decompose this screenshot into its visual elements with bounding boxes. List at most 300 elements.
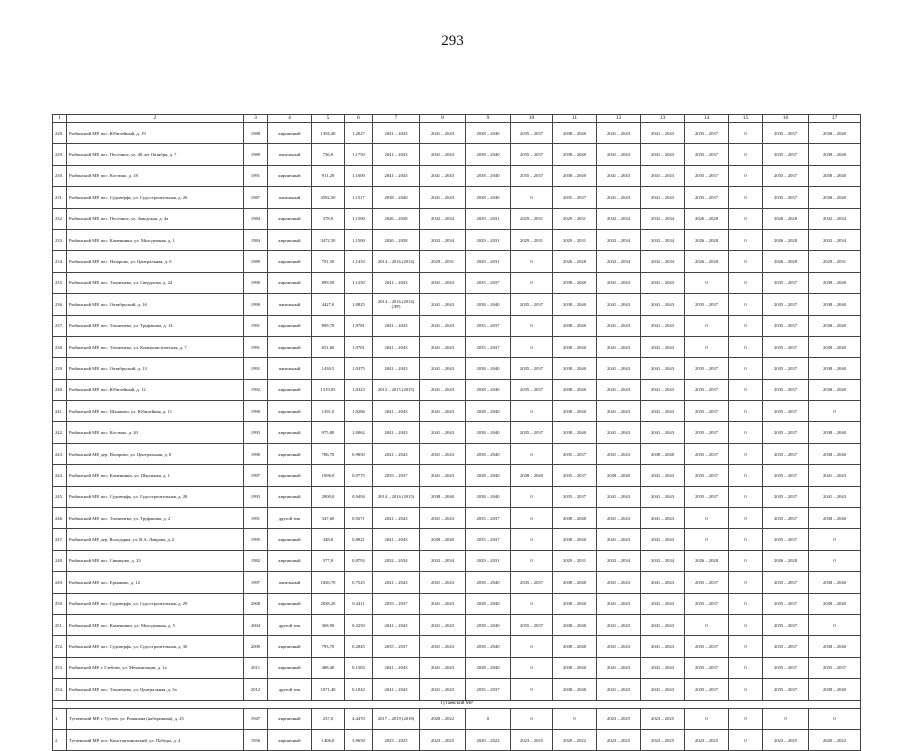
table-cell: 2041 – 2043 [641, 294, 685, 315]
table-cell: 0 [729, 208, 763, 229]
table-cell: 253. [53, 657, 67, 678]
table-cell: 2038 – 2040 [466, 636, 511, 657]
table-cell: 4427,0 [312, 294, 345, 315]
table-cell: 2035 – 2037 [763, 422, 809, 443]
table-cell: 0 [729, 251, 763, 272]
table-cell: 2038 – 2040 [641, 443, 685, 464]
table-cell: 3,9650 [345, 729, 373, 750]
table-cell: 2035 – 2037 [553, 465, 597, 486]
table-cell: 2011 [244, 657, 268, 678]
table-cell: 2041 – 2043 [641, 508, 685, 529]
table-cell: 2014 – 2016 (2014) (ЛР) [373, 294, 420, 315]
table-cell: 0,9494 [345, 486, 373, 507]
table-cell: 2026 – 2028 [685, 208, 729, 229]
table-cell: 2035 – 2037 [685, 465, 729, 486]
table-cell: 1990 [244, 294, 268, 315]
header-cell: 13 [641, 115, 685, 123]
address-cell: Рыбинский МР, пос. Тихменево, ул. Свердлова, д. 24 [67, 272, 244, 293]
table-cell: 2032 – 2034 [597, 550, 641, 571]
table-cell: 0 [511, 550, 553, 571]
table-row [53, 187, 861, 208]
address-cell: Рыбинский МР, пос. Судоверфь, ул. Судостроительная, д. 29 [67, 593, 244, 614]
table-cell: 2023 – 2025 [641, 708, 685, 729]
table-cell: кирпичный [268, 529, 312, 550]
table-cell: 234. [53, 251, 67, 272]
table-cell: 2035 – 2037 [466, 272, 511, 293]
table-cell: 0 [511, 401, 553, 422]
table-cell: 2041 – 2043 [420, 315, 466, 336]
table-row [53, 443, 861, 464]
table-cell: 237. [53, 315, 67, 336]
table-cell: 2032 – 2034 [809, 229, 861, 250]
table-row [53, 465, 861, 486]
table-cell: 3472,50 [312, 229, 345, 250]
table-cell: 1997 [244, 465, 268, 486]
table-cell: 1071,40 [312, 679, 345, 700]
table-cell: 1992 [244, 379, 268, 400]
table-cell: 237,0 [312, 708, 345, 729]
table-cell: 2035 – 2037 [511, 422, 553, 443]
table-cell: 2038 – 2040 [553, 529, 597, 550]
header-cell: 5 [312, 115, 345, 123]
table-cell: кирпичный [268, 443, 312, 464]
table-cell: 2038 – 2040 [420, 486, 466, 507]
table-cell: 2041 – 2043 [373, 315, 420, 336]
table-cell: 2035 – 2037 [763, 679, 809, 700]
table-cell: 243. [53, 443, 67, 464]
table-cell: 2009 [244, 636, 268, 657]
table-cell: 2041 – 2043 [809, 486, 861, 507]
table-cell: 2026 – 2028 [763, 251, 809, 272]
table-cell: 1,1600 [345, 165, 373, 186]
table-cell: 2041 – 2043 [373, 401, 420, 422]
table-row [53, 508, 861, 529]
table-cell: 2035 – 2037 [763, 123, 809, 144]
table-cell: 1319,05 [312, 379, 345, 400]
table-cell: 2035 – 2037 [685, 165, 729, 186]
table-cell: 2041 – 2043 [373, 508, 420, 529]
table-cell: 2041 – 2043 [420, 187, 466, 208]
table-cell: 577,0 [312, 550, 345, 571]
table-cell: 2038 – 2040 [466, 657, 511, 678]
table-cell: 2035 – 2037 [685, 123, 729, 144]
table-cell: другой тип [268, 508, 312, 529]
table-cell: 1991 [244, 508, 268, 529]
address-cell: Рыбинский МР, пос. Песочное, ул. 40 лет Октября, д. 7 [67, 144, 244, 165]
table-cell: 2041 – 2043 [597, 401, 641, 422]
table-cell: 0 [729, 550, 763, 571]
table-cell: 2038 – 2040 [553, 336, 597, 357]
table-cell: 2032 – 2034 [597, 229, 641, 250]
table-cell: 229. [53, 144, 67, 165]
address-cell: Рыбинский МР, пос. Тихменево, ул. Коммунистическая, д. 7 [67, 336, 244, 357]
table-cell: 1,1250 [345, 272, 373, 293]
table-cell: 2035 – 2037 [809, 657, 861, 678]
table-cell: 2041 – 2043 [373, 679, 420, 700]
table-cell: 2038 – 2040 [553, 358, 597, 379]
table-cell: 2026 – 2028 [685, 550, 729, 571]
table-cell: 2038 – 2040 [553, 636, 597, 657]
table-cell: 1993 [244, 486, 268, 507]
table-cell: 0 [729, 657, 763, 678]
table-cell: 1989 [244, 251, 268, 272]
address-cell: Рыбинский МР, пос. Каменники, ул. Школьная, д. 1 [67, 465, 244, 486]
table-cell: 2041 – 2043 [641, 401, 685, 422]
address-cell: Рыбинский МР, пос. Костино, д. 20 [67, 422, 244, 443]
table-cell: 2038 – 2040 [809, 572, 861, 593]
table-cell: 1990 [244, 401, 268, 422]
table-cell: 0 [511, 272, 553, 293]
table-cell: 2035 – 2037 [763, 486, 809, 507]
table-cell: 651,60 [312, 336, 345, 357]
table-cell: 368,90 [312, 614, 345, 635]
table-cell: 2041 – 2043 [373, 443, 420, 464]
table-cell: 2035 – 2037 [511, 144, 553, 165]
table-cell: 2038 – 2040 [809, 422, 861, 443]
header-cell: 10 [511, 115, 553, 123]
table-cell: 2032 – 2034 [420, 550, 466, 571]
address-cell: Рыбинский МР, пос. Юбилейный, д. 19 [67, 123, 244, 144]
table-cell: 1,0825 [345, 294, 373, 315]
table-cell: 2035 – 2037 [466, 508, 511, 529]
address-cell: Рыбинский МР, дер. Володарка, ул. В.А. Лаврова, д. 2 [67, 529, 244, 550]
table-cell: кирпичный [268, 229, 312, 250]
table-cell: 2041 – 2043 [373, 144, 420, 165]
table-cell: 2035 – 2037 [763, 165, 809, 186]
table-cell: 242. [53, 422, 67, 443]
table-cell: 2038 – 2040 [809, 508, 861, 529]
table-cell: 0 [729, 401, 763, 422]
table-cell: кирпичный [268, 401, 312, 422]
table-cell: 0 [511, 251, 553, 272]
table-cell: 0 [685, 614, 729, 635]
table-cell: 1096,0 [312, 465, 345, 486]
table-cell: 2032 – 2034 [641, 550, 685, 571]
table-cell: 2029 – 2031 [466, 251, 511, 272]
table-cell: 0 [729, 272, 763, 293]
table-cell: 2038 – 2040 [466, 572, 511, 593]
table-cell: 2026 – 2028 [763, 550, 809, 571]
table-cell: 2026 – 2028 [685, 251, 729, 272]
table-cell: 0 [685, 336, 729, 357]
table-cell: 2012 [244, 679, 268, 700]
table-cell: 2041 – 2043 [641, 614, 685, 635]
table-cell: 0 [809, 550, 861, 571]
table-cell: 2035 – 2037 [685, 401, 729, 422]
table-cell: 2041 – 2043 [420, 358, 466, 379]
table-cell: 2041 – 2043 [373, 614, 420, 635]
table-cell: 1947 [244, 708, 268, 729]
table-cell: 2023 – 2025 [373, 729, 420, 750]
table-cell: 2041 – 2043 [641, 272, 685, 293]
table-cell: 2020 – 2022 [809, 729, 861, 750]
table-cell: 2035 – 2037 [763, 358, 809, 379]
table-cell: 2038 – 2040 [466, 358, 511, 379]
table-cell: 0 [511, 315, 553, 336]
table-cell: кирпичный [268, 315, 312, 336]
table-cell: кирпичный [268, 251, 312, 272]
table-cell: 2041 – 2043 [641, 572, 685, 593]
table-cell: 2038 – 2040 [466, 465, 511, 486]
table-row [53, 401, 861, 422]
table-cell: 488,40 [312, 657, 345, 678]
header-cell: 2 [67, 115, 244, 123]
table-cell: 2041 – 2043 [597, 508, 641, 529]
table-cell: кирпичный [268, 165, 312, 186]
table-cell: 2035 – 2037 [373, 636, 420, 657]
table-cell: 1. [53, 708, 67, 729]
address-cell: Рыбинский МР, пос. Костино, д. 18 [67, 165, 244, 186]
address-cell: Рыбинский МР, пос. Тихменево, ул. Центральная, д. 3а [67, 679, 244, 700]
table-cell: 2035 – 2037 [763, 401, 809, 422]
table-cell: 2038 – 2040 [597, 465, 641, 486]
table-cell: 2041 – 2043 [641, 379, 685, 400]
table-cell: 2800,0 [312, 486, 345, 507]
table-cell: 0 [729, 614, 763, 635]
table-cell: 2032 – 2034 [420, 208, 466, 229]
table-cell: 2041 – 2043 [373, 572, 420, 593]
header-cell: 16 [763, 115, 809, 123]
table-cell: 2038 – 2040 [466, 187, 511, 208]
table-cell: 2041 – 2043 [420, 336, 466, 357]
table-cell: 0 [685, 529, 729, 550]
page-number: 293 [441, 33, 464, 49]
table-row [53, 315, 861, 336]
table-cell: 2029 – 2031 [511, 229, 553, 250]
table-cell: 230. [53, 165, 67, 186]
table-cell: 231. [53, 187, 67, 208]
table-cell: 2035 – 2037 [763, 465, 809, 486]
table-cell: 2038 – 2040 [553, 657, 597, 678]
table-cell: 1,1433 [345, 251, 373, 272]
table-cell: 2035 – 2037 [763, 144, 809, 165]
table-cell: 2041 – 2043 [641, 123, 685, 144]
table-cell: 2035 – 2037 [763, 593, 809, 614]
table-cell: 1394,40 [312, 123, 345, 144]
table-cell: 248. [53, 550, 67, 571]
table-cell: 0 [511, 636, 553, 657]
table-cell: 0 [763, 708, 809, 729]
table-row [53, 422, 861, 443]
table-cell: 1,0062 [345, 422, 373, 443]
table-cell: 2038 – 2040 [809, 593, 861, 614]
table-cell: 2035 – 2037 [763, 315, 809, 336]
table-cell: панельный [268, 358, 312, 379]
table-cell: 2035 – 2037 [553, 187, 597, 208]
table-cell: 2020 – 2022 [420, 708, 466, 729]
table-cell: 0 [511, 679, 553, 700]
table-cell: 2041 – 2043 [641, 336, 685, 357]
table-cell: 2038 – 2040 [553, 679, 597, 700]
table-cell: 2038 – 2040 [553, 401, 597, 422]
table-cell: 1991 [244, 336, 268, 357]
table-cell: 0,9850 [345, 443, 373, 464]
table-cell: 1991 [244, 358, 268, 379]
table-cell: 1997 [244, 572, 268, 593]
table-cell: 0 [729, 229, 763, 250]
table-cell: 2004 [244, 614, 268, 635]
table-cell: 2035 – 2037 [511, 572, 553, 593]
table-cell: 2035 – 2037 [466, 315, 511, 336]
table-cell: 2038 – 2040 [553, 144, 597, 165]
table-cell: 2038 – 2040 [553, 593, 597, 614]
table-cell: 2041 – 2043 [597, 593, 641, 614]
table-cell: 2014 – 2016 (2015) [373, 486, 420, 507]
table-cell: 2041 – 2043 [597, 294, 641, 315]
table-cell: 2041 – 2043 [597, 422, 641, 443]
table-cell: 0 [685, 315, 729, 336]
table-cell: 378,0 [312, 208, 345, 229]
table-row [53, 550, 861, 571]
table-cell: 1989 [244, 144, 268, 165]
table-row [53, 123, 861, 144]
table-cell: 2029 – 2031 [466, 229, 511, 250]
table-cell: 2041 – 2043 [420, 657, 466, 678]
table-cell: 0 [729, 358, 763, 379]
table-cell: 1995 [244, 529, 268, 550]
table-cell: 2041 – 2043 [641, 165, 685, 186]
table-cell: 2041 – 2043 [597, 165, 641, 186]
table-cell: кирпичный [268, 550, 312, 571]
address-cell: Рыбинский МР, пос. Песочное, ул. Заводская, д. 4а [67, 208, 244, 229]
table-cell: 0 [685, 708, 729, 729]
table-cell: кирпичный [268, 465, 312, 486]
table-cell: 0 [729, 443, 763, 464]
table-cell: 2038 – 2040 [809, 315, 861, 336]
table-row [53, 529, 861, 550]
address-cell: Рыбинский МР, пос. Судоверфь, ул. Судостроительная, д. 30 [67, 636, 244, 657]
table-cell: 2041 – 2043 [420, 165, 466, 186]
table-row [53, 229, 861, 250]
table-cell: панельный [268, 144, 312, 165]
address-cell: Рыбинский МР, пос. Тихменево, ул. Труфанова, д. 14 [67, 315, 244, 336]
table-cell: 2838,20 [312, 593, 345, 614]
table-cell: 0 [511, 336, 553, 357]
table-cell: 2041 – 2043 [641, 657, 685, 678]
table-cell: 0 [511, 486, 553, 507]
address-cell: Тутаевский МР, г. Тутаев, ул. Романова (набережная), д. 25 [67, 708, 244, 729]
table-cell: 2038 – 2040 [809, 358, 861, 379]
table-cell: 0,3411 [345, 593, 373, 614]
table-cell: 0 [729, 294, 763, 315]
table-cell: 254. [53, 679, 67, 700]
table-cell: 2035 – 2037 [511, 614, 553, 635]
table-cell: 2041 – 2043 [597, 144, 641, 165]
table-cell: 2035 – 2037 [763, 572, 809, 593]
table-cell: 2026 – 2028 [553, 251, 597, 272]
table-cell: 0 [553, 708, 597, 729]
table-cell: кирпичный [268, 422, 312, 443]
table-cell: 2041 – 2043 [597, 315, 641, 336]
table-cell: другой тип [268, 614, 312, 635]
table-cell: 2029 – 2031 [553, 550, 597, 571]
table-cell: 2038 – 2040 [809, 272, 861, 293]
table-cell: кирпичный [268, 657, 312, 678]
table-cell: 2038 – 2040 [553, 123, 597, 144]
table-cell: 2023 – 2025 [597, 729, 641, 750]
table-cell: 1406,0 [312, 729, 345, 750]
table-cell: 2035 – 2037 [763, 636, 809, 657]
table-cell: 2029 – 2031 [466, 208, 511, 229]
table-cell: 2035 – 2037 [685, 294, 729, 315]
table-cell: 2041 – 2043 [420, 401, 466, 422]
table-cell: 2041 – 2043 [597, 443, 641, 464]
header-cell: 14 [685, 115, 729, 123]
table-cell: 2032 – 2034 [597, 251, 641, 272]
header-cell: 9 [466, 115, 511, 123]
table-cell: 1982 [244, 550, 268, 571]
table-cell: 2035 – 2037 [685, 572, 729, 593]
table-cell: 2038 – 2040 [466, 443, 511, 464]
table-cell: 2014 – 2016 (2014) [373, 251, 420, 272]
table-cell: 2038 – 2040 [809, 165, 861, 186]
table-cell: 0,8792 [345, 550, 373, 571]
table-cell: 2038 – 2040 [809, 123, 861, 144]
table-cell: 0 [729, 379, 763, 400]
table-cell: 2035 – 2037 [763, 187, 809, 208]
table-cell: 2041 – 2043 [373, 272, 420, 293]
table-cell: 0 [685, 272, 729, 293]
table-cell: 2035 – 2037 [373, 465, 420, 486]
address-cell: Рыбинский МР, пос. Каменники, ул. Молодежная, д. 1 [67, 229, 244, 250]
table-row [53, 593, 861, 614]
table-cell: кирпичный [268, 272, 312, 293]
table-cell: 2041 – 2043 [373, 123, 420, 144]
table-cell: 2038 – 2040 [809, 336, 861, 357]
header-row [53, 115, 861, 123]
table-cell: 0 [729, 708, 763, 729]
table-cell: 2041 – 2043 [420, 465, 466, 486]
table-cell: 2041 – 2043 [420, 379, 466, 400]
table-cell: 2041 – 2043 [420, 144, 466, 165]
table-cell: 2038 – 2040 [553, 614, 597, 635]
table-cell: 2041 – 2043 [420, 593, 466, 614]
table-cell: 1987 [244, 187, 268, 208]
address-cell: Рыбинский МР, пос. Судоверфь, ул. Судостроительная, д. 26 [67, 187, 244, 208]
table-cell: 2023 – 2025 [685, 729, 729, 750]
table-cell: 0 [466, 708, 511, 729]
header-cell: 12 [597, 115, 641, 123]
table-cell: 2035 – 2037 [763, 294, 809, 315]
table-cell: 1,1517 [345, 187, 373, 208]
table-cell: 2. [53, 729, 67, 750]
table-cell: 911,20 [312, 165, 345, 186]
address-cell: Рыбинский МР, пос. Юбилейный, д. 12 [67, 379, 244, 400]
table-cell: кирпичный [268, 379, 312, 400]
table-row [53, 657, 861, 678]
table-cell: 2041 – 2043 [420, 679, 466, 700]
table-cell: 0 [511, 593, 553, 614]
table-cell: 736,0 [312, 144, 345, 165]
address-cell: Рыбинский МР, дер. Назарово, ул. Центральная, д. 8 [67, 443, 244, 464]
table-cell: 2029 – 2031 [553, 229, 597, 250]
table-cell: 2041 – 2043 [420, 572, 466, 593]
table-cell: 2038 – 2040 [466, 165, 511, 186]
table-row [53, 729, 861, 750]
table-cell: 240. [53, 379, 67, 400]
table-row [53, 486, 861, 507]
table-cell: 1,1500 [345, 208, 373, 229]
table-cell: 2041 – 2043 [597, 379, 641, 400]
table-cell: 2041 – 2043 [597, 187, 641, 208]
table-cell: 2038 – 2040 [466, 593, 511, 614]
address-cell: Рыбинский МР, г. Глебово, ул. Механизации, д. 1а [67, 657, 244, 678]
table-cell: 2041 – 2043 [641, 486, 685, 507]
address-cell: Рыбинский МР, пос. Назарово, ул. Центральная, д. 6 [67, 251, 244, 272]
table-cell: 0 [729, 486, 763, 507]
table-cell: 1,1750 [345, 144, 373, 165]
table-cell: 0 [809, 708, 861, 729]
